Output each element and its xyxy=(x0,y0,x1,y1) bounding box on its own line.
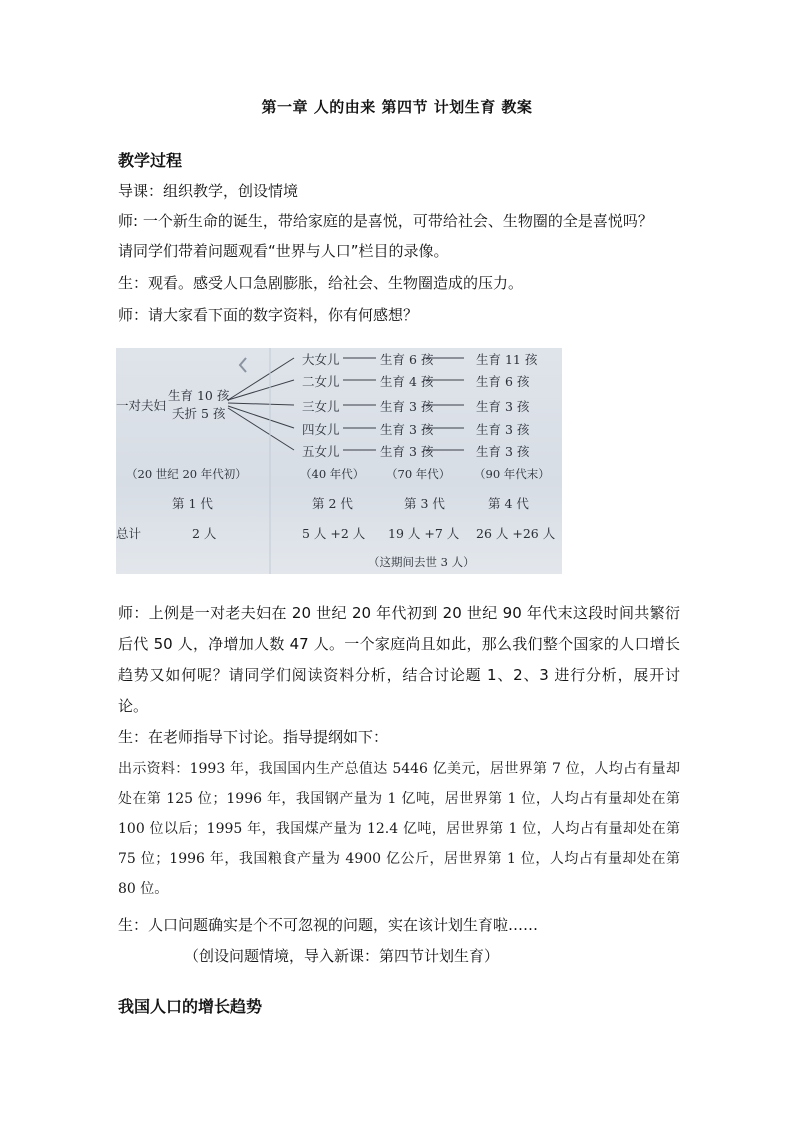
generation-4: 第 4 代 xyxy=(488,496,529,511)
era-4: （90 年代末） xyxy=(474,467,550,481)
teacher-line-2: 师：请大家看下面的数字资料，你有何感想？ xyxy=(118,306,419,324)
daughter-4: 四女儿 xyxy=(302,422,340,437)
generation-1: 第 1 代 xyxy=(172,496,213,511)
root-couple: 一对夫妇 xyxy=(116,398,167,413)
gen3-birth-5: 生育 3 孩 xyxy=(476,444,530,459)
era-1: （20 世纪 20 年代初） xyxy=(126,467,247,481)
teacher-line-1b: 请同学们带着问题观看“世界与人口”栏目的录像。 xyxy=(118,242,449,260)
total-label: 总计 xyxy=(116,526,142,541)
era-3: （70 年代） xyxy=(386,467,451,481)
gen2-birth-3: 生育 3 孩 xyxy=(380,399,434,414)
gen2-birth-4: 生育 3 孩 xyxy=(380,422,434,437)
intro-line: 导课：组织教学，创设情境 xyxy=(118,182,299,200)
generation-3: 第 3 代 xyxy=(404,496,445,511)
transition-note: （创设问题情境，导入新课：第四节计划生育） xyxy=(184,947,500,965)
student-line-2: 生：在老师指导下讨论。指导提纲如下： xyxy=(118,728,389,746)
daughter-3: 三女儿 xyxy=(302,399,340,414)
student-line-1: 生：观看。感受人口急剧膨胀，给社会、生物圈造成的压力。 xyxy=(118,274,524,292)
gen2-birth-5: 生育 3 孩 xyxy=(380,444,434,459)
teacher-line-1a: 师: 一个新生命的诞生，带给家庭的是喜悦，可带给社会、生物圈的全是喜悦吗？ xyxy=(118,212,653,230)
gen3-birth-1: 生育 11 孩 xyxy=(476,352,538,367)
family-tree-figure xyxy=(116,348,562,574)
gen2-birth-2: 生育 4 孩 xyxy=(380,374,434,389)
era-2: （40 年代） xyxy=(300,467,365,481)
gen3-birth-2: 生育 6 孩 xyxy=(476,374,530,389)
gen3-birth-4: 生育 3 孩 xyxy=(476,422,530,437)
gen2-birth-1: 生育 6 孩 xyxy=(380,352,434,367)
daughter-5: 五女儿 xyxy=(302,444,340,459)
section-heading-process: 教学过程 xyxy=(118,151,183,170)
daughter-1: 大女儿 xyxy=(302,352,340,367)
section-heading-population: 我国人口的增长趋势 xyxy=(118,997,263,1016)
total-gen-2: 5 人 +2 人 xyxy=(302,526,366,541)
gen3-birth-3: 生育 3 孩 xyxy=(476,399,530,414)
daughter-2: 二女儿 xyxy=(302,374,340,389)
total-gen-3: 19 人 +7 人 xyxy=(388,526,460,541)
material-quote: 出示资料：1993 年，我国国内生产总值达 5446 亿美元，居世界第 7 位，人均占有量却处在第 125 位；1996 年，我国钢产量为 1 亿吨，居世界第 1 位，人均占有量却处在第 100 位以后；1995 年，我国煤产量为 12.4 亿吨，居世界第 1 位，人均占有量却处在第 75 位；1996 年，我国粮食产量为 4900 亿公斤，居世界第 1 位，人均占有量却处在第 80 位。 xyxy=(118,761,680,897)
figure-footnote: （这期间去世 3 人） xyxy=(368,555,475,569)
total-gen-4: 26 人 +26 人 xyxy=(476,526,556,541)
root-birth: 生育 10 孩 xyxy=(168,388,230,403)
student-line-3: 生：人口问题确实是个不可忽视的问题，实在该计划生育啦…… xyxy=(118,916,539,934)
page-title: 第一章 人的由来 第四节 计划生育 教案 xyxy=(261,98,533,116)
total-gen-1: 2 人 xyxy=(192,526,217,541)
teacher-paragraph-3: 师：上例是一对老夫妇在 20 世纪 20 年代初到 20 世纪 90 年代末这段时间共繁衍后代 50 人，净增加人数 47 人。一个家庭尚且如此，那么我们整个国家的人口增长趋势又如何呢？请同学们阅读资料分析，结合讨论题 1、2、3 进行分析，展开讨论。 xyxy=(118,604,680,715)
generation-2: 第 2 代 xyxy=(312,496,353,511)
root-death: 夭折 5 孩 xyxy=(172,406,226,421)
